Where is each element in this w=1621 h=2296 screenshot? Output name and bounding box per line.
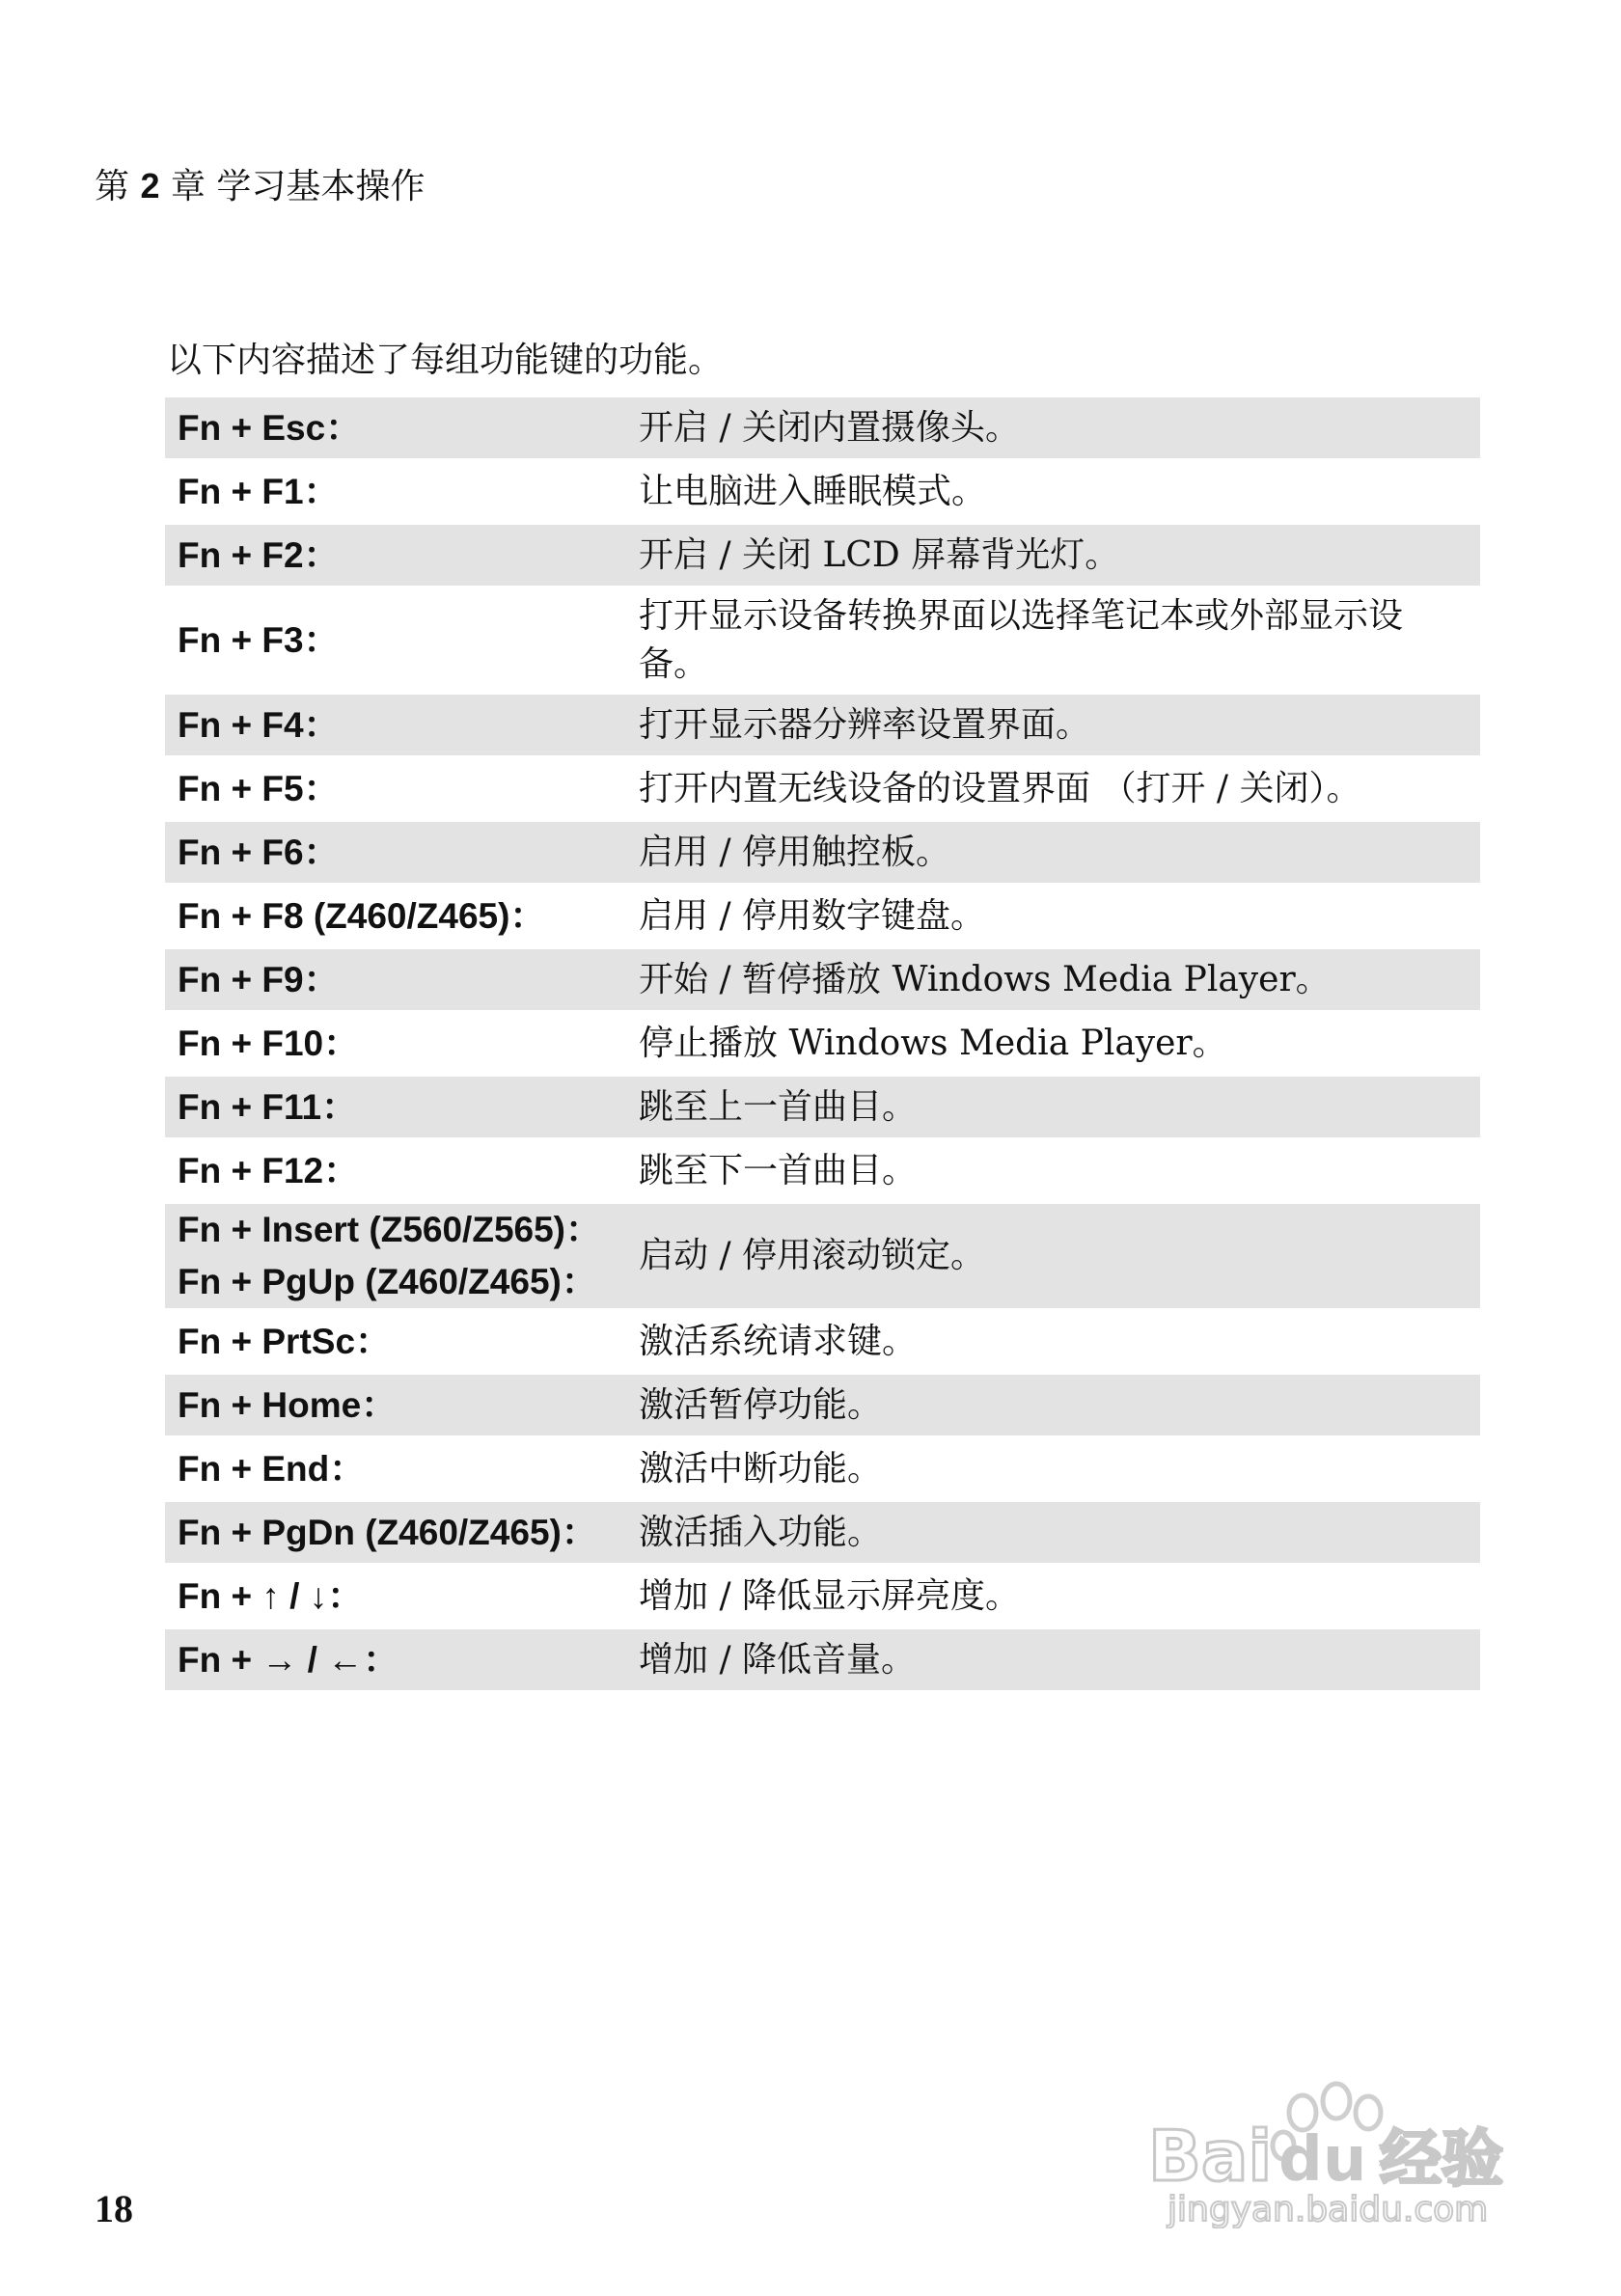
- page-number: 18: [95, 2187, 133, 2230]
- key-combo: Fn + F12：: [178, 1150, 360, 1190]
- key-description: 打开显示器分辨率设置界面。: [639, 704, 1091, 745]
- key-combo: Fn + PrtSc：: [178, 1321, 392, 1361]
- key-description: 启用 / 停用数字键盘。: [639, 895, 986, 936]
- key-description: 让电脑进入睡眠模式。: [639, 471, 987, 511]
- table-row: [165, 1502, 1480, 1563]
- key-description: 增加 / 降低显示屏亮度。: [639, 1575, 1021, 1616]
- intro-text: 以下内容描述了每组功能键的功能。: [167, 341, 724, 380]
- key-combo: Fn + F4：: [178, 704, 340, 745]
- table-row: [165, 1204, 1480, 1308]
- key-combo: Fn + F5：: [178, 768, 340, 808]
- baidu-jingyan-watermark: [1148, 2074, 1553, 2228]
- key-combo-line: Fn + PgUp (Z460/Z465)：: [178, 1262, 597, 1301]
- table-row: [165, 461, 1480, 522]
- table-row: [165, 1311, 1480, 1372]
- key-description: 开启 / 关闭 LCD 屏幕背光灯。: [639, 534, 1120, 575]
- key-combo: [165, 1204, 639, 1308]
- key-description: 开始 / 暂停播放 Windows Media Player。: [639, 959, 1331, 999]
- key-combo-line: Fn + Insert (Z560/Z565)：: [178, 1210, 601, 1249]
- key-combo: Fn + → / ←：: [178, 1639, 399, 1680]
- chapter-prefix: 第: [95, 167, 130, 206]
- key-description: 启动 / 停用滚动锁定。: [639, 1236, 986, 1275]
- table-row: [165, 1013, 1480, 1074]
- key-combo: Fn + F1：: [178, 471, 340, 511]
- watermark-url: jingyan.baidu.com: [1168, 2190, 1489, 2228]
- key-combo: Fn + F2：: [178, 534, 340, 575]
- key-description: 开启 / 关闭内置摄像头。: [639, 407, 1021, 448]
- key-combo: Fn + F11：: [178, 1086, 358, 1127]
- key-description: 跳至上一首曲目。: [639, 1086, 918, 1127]
- key-combo: Fn + F9：: [178, 959, 340, 999]
- watermark-brand2: du: [1278, 2124, 1367, 2196]
- key-description: 停止播放 Windows Media Player。: [639, 1023, 1227, 1063]
- table-row: [165, 886, 1480, 946]
- key-description: 打开内置无线设备的设置界面 （打开 / 关闭）。: [639, 768, 1361, 808]
- table-row: [165, 695, 1480, 755]
- table-row: [165, 822, 1480, 883]
- table-row: [165, 1438, 1480, 1499]
- chapter-header: [95, 159, 425, 208]
- key-description: 激活系统请求键。: [639, 1321, 918, 1361]
- table-row: [165, 1566, 1480, 1626]
- key-combo: Fn + PgDn (Z460/Z465)：: [178, 1512, 597, 1552]
- chapter-number: 2: [140, 166, 160, 205]
- key-combo: Fn + Esc：: [178, 407, 362, 448]
- table-row: [165, 949, 1480, 1010]
- key-combo: Fn + F10：: [178, 1023, 360, 1063]
- table-row: [165, 1375, 1480, 1435]
- table-row: [165, 397, 1480, 458]
- watermark-brand: Bai: [1148, 2116, 1273, 2197]
- key-combo: Fn + F8 (Z460/Z465)：: [178, 895, 546, 936]
- key-combo: Fn + F6：: [178, 832, 340, 872]
- key-description: 增加 / 降低音量。: [639, 1639, 917, 1680]
- key-description: 跳至下一首曲目。: [639, 1150, 918, 1190]
- table-row: [165, 758, 1480, 819]
- key-description: 启用 / 停用触控板。: [639, 832, 951, 872]
- key-combo: Fn + F3：: [178, 619, 340, 660]
- table-row: [165, 525, 1480, 586]
- key-combo: Fn + Home：: [178, 1384, 398, 1425]
- function-key-table: [165, 397, 1480, 1693]
- table-row: [165, 1077, 1480, 1137]
- key-description: 激活插入功能。: [639, 1512, 883, 1552]
- key-combo: Fn + End：: [178, 1448, 366, 1489]
- table-row: [165, 1140, 1480, 1201]
- chapter-title: 章 学习基本操作: [170, 167, 426, 206]
- watermark-product: 经验: [1380, 2124, 1503, 2196]
- key-description: 打开显示设备转换界面以选择笔记本或外部显示设备。: [639, 595, 1404, 684]
- key-description: 激活中断功能。: [639, 1448, 883, 1489]
- table-row: [165, 1629, 1480, 1690]
- table-row: [165, 588, 1480, 692]
- key-combo: Fn + ↑ / ↓：: [178, 1575, 364, 1616]
- key-description: 激活暂停功能。: [639, 1384, 883, 1425]
